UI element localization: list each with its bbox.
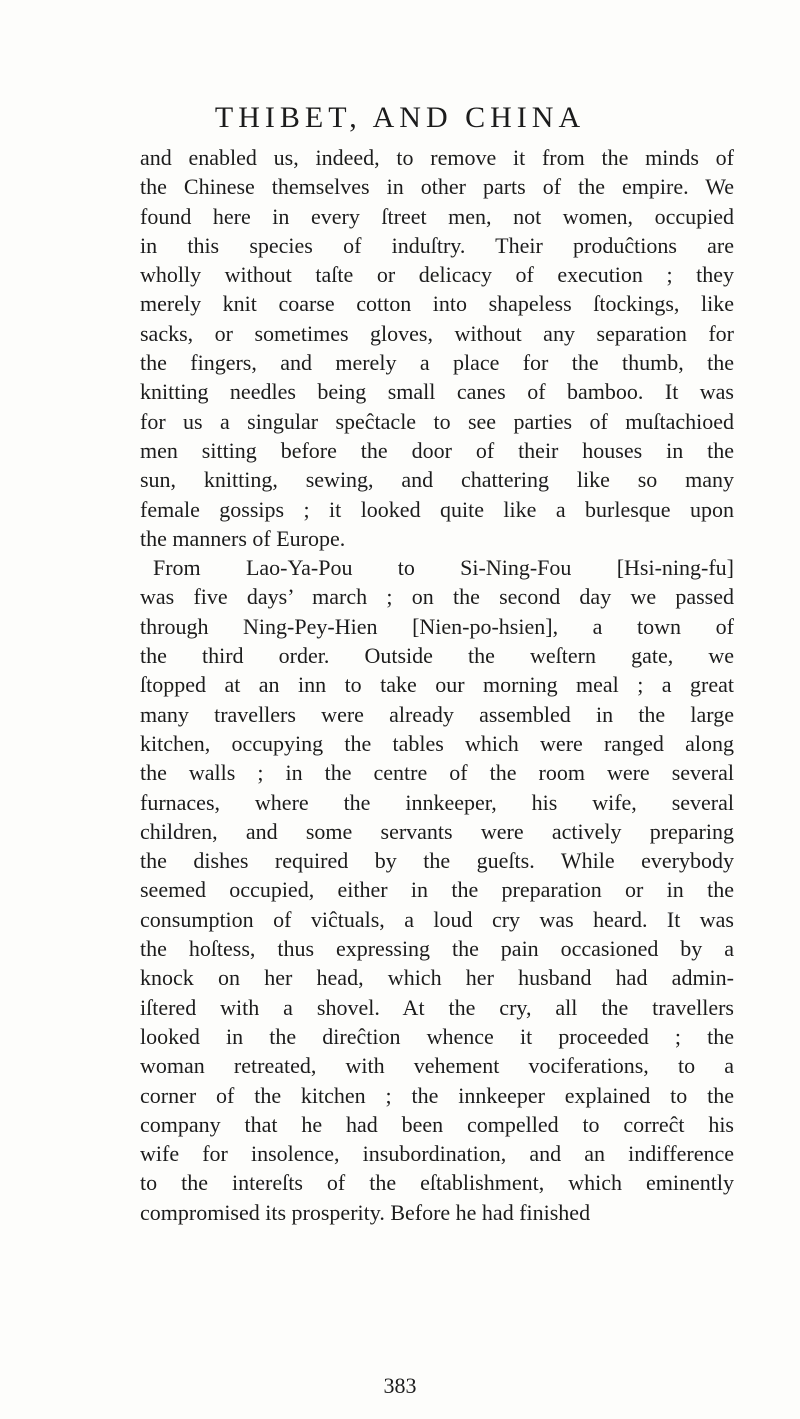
text-line: looked in the direĉtion whence it proceeded ; the [140,1023,734,1049]
text-line: to the intereſts of the eſtablishment, which eminently [140,1170,734,1196]
text-line: company that he had been compelled to correĉt his [140,1111,734,1137]
text-line: sun, knitting, sewing, and chattering like so many [140,467,734,493]
text-line: iſtered with a shovel. At the cry, all the travellers [140,994,734,1020]
text-line: ſtopped at an inn to take our morning meal ; a great [140,672,734,698]
text-line: sacks, or sometimes gloves, without any separation for [140,320,734,346]
text-line: the Chinese themselves in other parts of the empire. We [140,174,734,200]
running-head: THIBET, AND CHINA [214,101,586,134]
text-line: for us a singular speĉtacle to see parties of muſtachioed [140,408,734,434]
text-line: female gossips ; it looked quite like a burlesque upon [140,496,734,522]
text-line: knock on her head, which her husband had admin- [140,965,734,991]
text-line: found here in every ſtreet men, not women, occupied [140,203,734,229]
text-line: woman retreated, with vehement vociferations, to a [140,1053,734,1079]
text-line: the dishes required by the gueſts. While everybody [140,848,734,874]
text-line: many travellers were already assembled in the large [140,701,734,727]
text-line: was five days’ march ; on the second day we passed [140,584,734,610]
page-body [140,143,734,1227]
text-line: the hoſtess, thus expressing the pain occasioned by a [140,936,734,962]
text-line: the fingers, and merely a place for the thumb, the [140,350,734,376]
text-line: in this species of induſtry. Their produĉtions are [140,232,734,258]
text-line: compromised its prosperity. Before he had finished [140,1199,591,1225]
text-line: and enabled us, indeed, to remove it from the minds of [140,145,734,170]
text-line: furnaces, where the innkeeper, his wife, several [140,789,734,815]
text-line: the third order. Outside the weſtern gate, we [140,643,734,669]
text-line: consumption of viĉtuals, a loud cry was heard. It was [140,906,734,932]
text-line: the walls ; in the centre of the room were several [140,760,734,786]
text-line: through Ning-Pey-Hien [Nien-po-hsien], a town of [140,613,734,639]
page-number: 383 [383,1373,417,1398]
text-line: the manners of Europe. [140,525,346,551]
text-line: knitting needles being small canes of bamboo. It was [140,379,734,405]
text-line: seemed occupied, either in the preparation or in the [140,877,734,903]
text-line: wholly without taſte or delicacy of execution ; they [140,262,734,288]
text-line: men sitting before the door of their houses in the [140,437,734,463]
text-line: wife for insolence, insubordination, and an indifference [140,1141,734,1167]
text-line: kitchen, occupying the tables which were ranged along [140,730,734,756]
text-line: corner of the kitchen ; the innkeeper explained to the [140,1082,734,1108]
text-line: merely knit coarse cotton into shapeless ſtockings, like [140,291,734,317]
text-line: children, and some servants were actively preparing [140,818,734,844]
text-line: From Lao-Ya-Pou to Si-Ning-Fou [Hsi-ning-fu] [153,555,734,581]
